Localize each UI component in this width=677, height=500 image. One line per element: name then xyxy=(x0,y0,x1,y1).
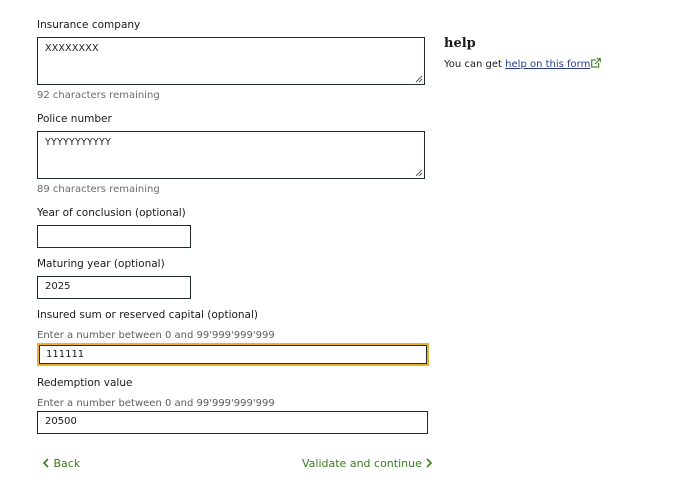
insurance-company-value: XXXXXXXX xyxy=(45,43,99,54)
chevron-left-icon xyxy=(42,458,50,468)
insured-sum-label: Insured sum or reserved capital (optional) xyxy=(37,309,259,321)
police-number-textarea[interactable] xyxy=(37,131,425,179)
redemption-value-input[interactable] xyxy=(37,411,428,434)
help-text xyxy=(444,58,601,70)
insurance-company-textarea[interactable] xyxy=(37,37,425,85)
help-panel xyxy=(444,36,601,70)
maturing-year-input[interactable] xyxy=(37,276,191,299)
help-title: help xyxy=(444,36,476,51)
validate-and-continue-button[interactable] xyxy=(302,457,433,470)
redemption-value-hint: Enter a number between 0 and 99'999'999'999 xyxy=(37,398,275,409)
chevron-right-icon xyxy=(425,458,433,468)
help-link-label: help on this form xyxy=(505,59,591,70)
insurance-company-counter: 92 characters remaining xyxy=(37,90,160,101)
police-number-value: YYYYYYYYYYY xyxy=(45,137,112,148)
redemption-value-value: 20500 xyxy=(45,416,77,427)
external-link-icon[interactable] xyxy=(591,58,601,68)
maturing-year-value: 2025 xyxy=(45,281,71,292)
validate-label: Validate and continue xyxy=(302,457,422,470)
police-number-label: Police number xyxy=(37,113,112,125)
redemption-value-label: Redemption value xyxy=(37,377,133,389)
resize-grip-icon[interactable] xyxy=(415,75,423,83)
help-text-prefix: You can get xyxy=(444,59,506,70)
back-button[interactable] xyxy=(42,457,80,470)
year-of-conclusion-input[interactable] xyxy=(37,225,191,248)
maturing-year-label: Maturing year (optional) xyxy=(37,258,165,270)
insured-sum-input[interactable] xyxy=(37,343,429,366)
insurance-company-label: Insurance company xyxy=(37,19,141,31)
help-on-form-link[interactable] xyxy=(505,59,590,70)
back-label: Back xyxy=(53,457,81,470)
insured-sum-hint: Enter a number between 0 and 99'999'999'999 xyxy=(37,330,275,341)
year-of-conclusion-label: Year of conclusion (optional) xyxy=(37,207,186,219)
resize-grip-icon[interactable] xyxy=(415,169,423,177)
police-number-counter: 89 characters remaining xyxy=(37,184,160,195)
insured-sum-value: 111111 xyxy=(46,349,85,360)
